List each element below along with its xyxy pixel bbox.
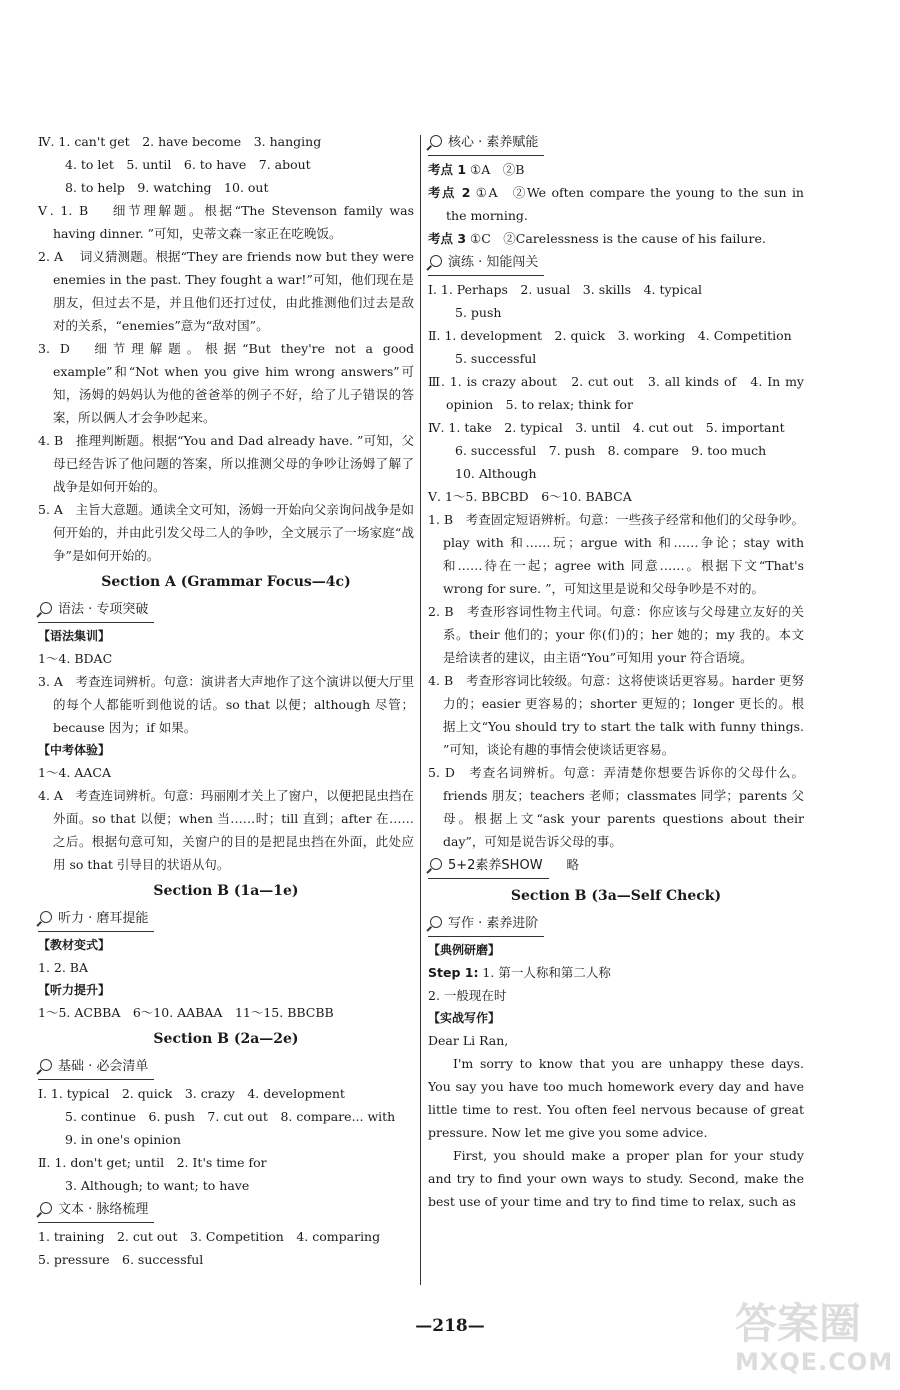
- answer-line: 考点 1 ①A ②B: [428, 162, 525, 177]
- answer-line: 考点 2 ①A ②We often compare the young to the sun in the morning.: [428, 185, 804, 223]
- magnifier-icon: [430, 858, 442, 870]
- bracket-label: 【教材变式】: [38, 938, 111, 952]
- answer-line: 1～5. ACBBA 6～10. AABAA 11～15. BBCBB: [38, 1005, 334, 1020]
- answer-paragraph: 3. A 考查连词辨析。句意：演讲者大声地作了这个演讲以便大厅里的每个人都能听到他说的话。so that 以便；although 尽管；because 因为；if 如果。: [38, 674, 414, 735]
- answer-line: 8. to help 9. watching 10. out: [65, 180, 269, 195]
- answer-line: Ⅱ. 1. development 2. quick 3. working 4. Competition: [428, 328, 792, 343]
- letter-paragraph: First, you should make a proper plan for your study and try to find your own ways to study. Second, make the best use of your time and try to find time to relax, such as: [428, 1148, 804, 1209]
- letter-salutation: Dear Li Ran,: [428, 1033, 509, 1048]
- answer-line: 4. to let 5. until 6. to have 7. about: [65, 157, 311, 172]
- section-heading: 文本 · 脉络梳理: [38, 1198, 154, 1223]
- answer-line: 1. 2. BA: [38, 960, 89, 975]
- answer-line: Ⅳ. 1. can't get 2. have become 3. hanging: [38, 134, 322, 149]
- answer-line: 5. successful: [455, 351, 537, 366]
- answer-paragraph: 1. B 考查固定短语辨析。句意：一些孩子经常和他们的父母争吵。play with 和……玩；argue with 和……争论；stay with 和……待在一起；agree with 同意……。根据下文“That's wrong for sure. ”，可知这里是说和父母争吵是不对的。: [428, 512, 804, 596]
- section-heading: 听力 · 磨耳提能: [38, 907, 154, 932]
- bracket-label: 【中考体验】: [38, 743, 111, 757]
- magnifier-icon: [430, 135, 442, 147]
- left-column: [38, 130, 414, 1271]
- bracket-label: 【典例研磨】: [428, 943, 501, 957]
- answer-paragraph: Ⅴ. 1. B 细节理解题。根据“The Stevenson family was having dinner. ”可知，史蒂文森一家正在吃晚饭。: [38, 203, 414, 241]
- magnifier-icon: [430, 916, 442, 928]
- show-note: 略: [566, 857, 580, 872]
- answer-line: Ⅴ. 1～5. BBCBD 6～10. BABCA: [428, 489, 632, 504]
- section-heading: 基础 · 必会清单: [38, 1055, 154, 1080]
- answer-paragraph: 2. A 词义猜测题。根据“They are friends now but they were enemies in the past. They fought a war!”可知，他们现在是朋友，但过去不是，并且他们还打过仗，由此推测他们过去是敌对的关系，“enemies”意为“敌对国”。: [38, 249, 414, 333]
- answer-line: Step 1: 1. 第一人称和第二人称: [428, 965, 611, 980]
- answer-line: 1～4. BDAC: [38, 651, 113, 666]
- answer-line: Ⅲ. 1. is crazy about 2. cut out 3. all kinds of 4. In my opinion 5. to relax; think for: [428, 374, 804, 412]
- magnifier-icon: [40, 911, 52, 923]
- section-title: Section A (Grammar Focus—4c): [101, 574, 351, 590]
- answer-paragraph: 4. B 考查形容词比较级。句意：这将使谈话更容易。harder 更努力的；easier 更容易的；shorter 更短的；longer 更长的。根据上文“You should try to start the talk with funny things. ”可知，谈论有趣的事情会使谈话更容易。: [428, 673, 804, 757]
- answer-line: Ⅳ. 1. take 2. typical 3. until 4. cut out 5. important: [428, 420, 785, 435]
- column-divider: [420, 135, 421, 1285]
- answer-line: Ⅱ. 1. don't get; until 2. It's time for: [38, 1155, 267, 1170]
- answer-line: 考点 3 ①C ②Carelessness is the cause of his failure.: [428, 231, 766, 246]
- magnifier-icon: [40, 1059, 52, 1071]
- bracket-label: 【听力提升】: [38, 983, 111, 997]
- answer-line: 5. push: [455, 305, 502, 320]
- section-title: Section B (1a—1e): [153, 883, 299, 899]
- answer-paragraph: 2. B 考查形容词性物主代词。句意：你应该与父母建立友好的关系。their 他们的；your 你(们)的；her 她的；my 我的。本文是给读者的建议，由主语“You”可知用 your 符合语境。: [428, 604, 804, 665]
- magnifier-icon: [40, 1202, 52, 1214]
- magnifier-icon: [40, 602, 52, 614]
- answer-line: 10. Although: [455, 466, 537, 481]
- answer-line: 2. 一般现在时: [428, 988, 507, 1003]
- section-title: Section B (3a—Self Check): [510, 888, 722, 904]
- answer-line: Ⅰ. 1. typical 2. quick 3. crazy 4. development: [38, 1086, 345, 1101]
- answer-line: 6. successful 7. push 8. compare 9. too much: [455, 443, 767, 458]
- answer-paragraph: 5. A 主旨大意题。通读全文可知，汤姆一开始向父亲询问战争是如何开始的，并由此引发父母二人的争吵，全文展示了一场家庭“战争”是如何开始的。: [38, 502, 414, 563]
- letter-paragraph: I'm sorry to know that you are unhappy these days. You say you have too much homework every day and have little time to rest. You often feel nervous because of great pressure. Now let me give you some advice.: [428, 1056, 804, 1140]
- magnifier-icon: [430, 255, 442, 267]
- bracket-label: 【实战写作】: [428, 1011, 501, 1025]
- section-heading: 5+2素养SHOW: [428, 854, 549, 879]
- answer-line: 5. pressure 6. successful: [38, 1252, 204, 1267]
- answer-line: 3. Although; to want; to have: [65, 1178, 250, 1193]
- watermark-logo: 答案圈 MXQE.COM: [735, 1299, 894, 1376]
- answer-paragraph: 3. D 细节理解题。根据“But they're not a good example”和“Not when you give him wrong answers”可知，汤姆的妈妈认为他的爸爸举的例子不好，给了儿子错误的答案，所以俩人才会争吵起来。: [38, 341, 414, 425]
- answer-line: 1. training 2. cut out 3. Competition 4. comparing: [38, 1229, 381, 1244]
- answer-line: 5. continue 6. push 7. cut out 8. compare... with: [65, 1109, 396, 1124]
- section-heading: 演练 · 知能闯关: [428, 251, 544, 276]
- section-title: Section B (2a—2e): [153, 1031, 299, 1047]
- show-row: [428, 853, 804, 881]
- answer-line: Ⅰ. 1. Perhaps 2. usual 3. skills 4. typical: [428, 282, 703, 297]
- right-column: [428, 130, 804, 1213]
- page-number: —218—: [415, 1316, 485, 1336]
- answer-paragraph: 5. D 考查名词辨析。句意：弄清楚你想要告诉你的父母什么。friends 朋友；teachers 老师；classmates 同学；parents 父母。根据上文“ask your parents questions about their day”，可知是说告诉父母的事。: [428, 765, 804, 849]
- answer-line: 1～4. AACA: [38, 765, 111, 780]
- section-heading: 语法 · 专项突破: [38, 598, 154, 623]
- answer-paragraph: 4. A 考查连词辨析。句意：玛丽刚才关上了窗户，以便把昆虫挡在外面。so that 以便；when 当……时；till 直到；after 在……之后。根据句意可知，关窗户的目的是把昆虫挡在外面，此处应用 so that 引导目的状语从句。: [38, 788, 414, 872]
- section-heading: 写作 · 素养进阶: [428, 912, 544, 937]
- answer-line: 9. in one's opinion: [65, 1132, 181, 1147]
- section-heading: 核心 · 素养赋能: [428, 131, 544, 156]
- answer-paragraph: 4. B 推理判断题。根据“You and Dad already have. ”可知，父母已经告诉了他问题的答案，所以推测父母的争吵让汤姆了解了战争是如何开始的。: [38, 433, 414, 494]
- bracket-label: 【语法集训】: [38, 629, 111, 643]
